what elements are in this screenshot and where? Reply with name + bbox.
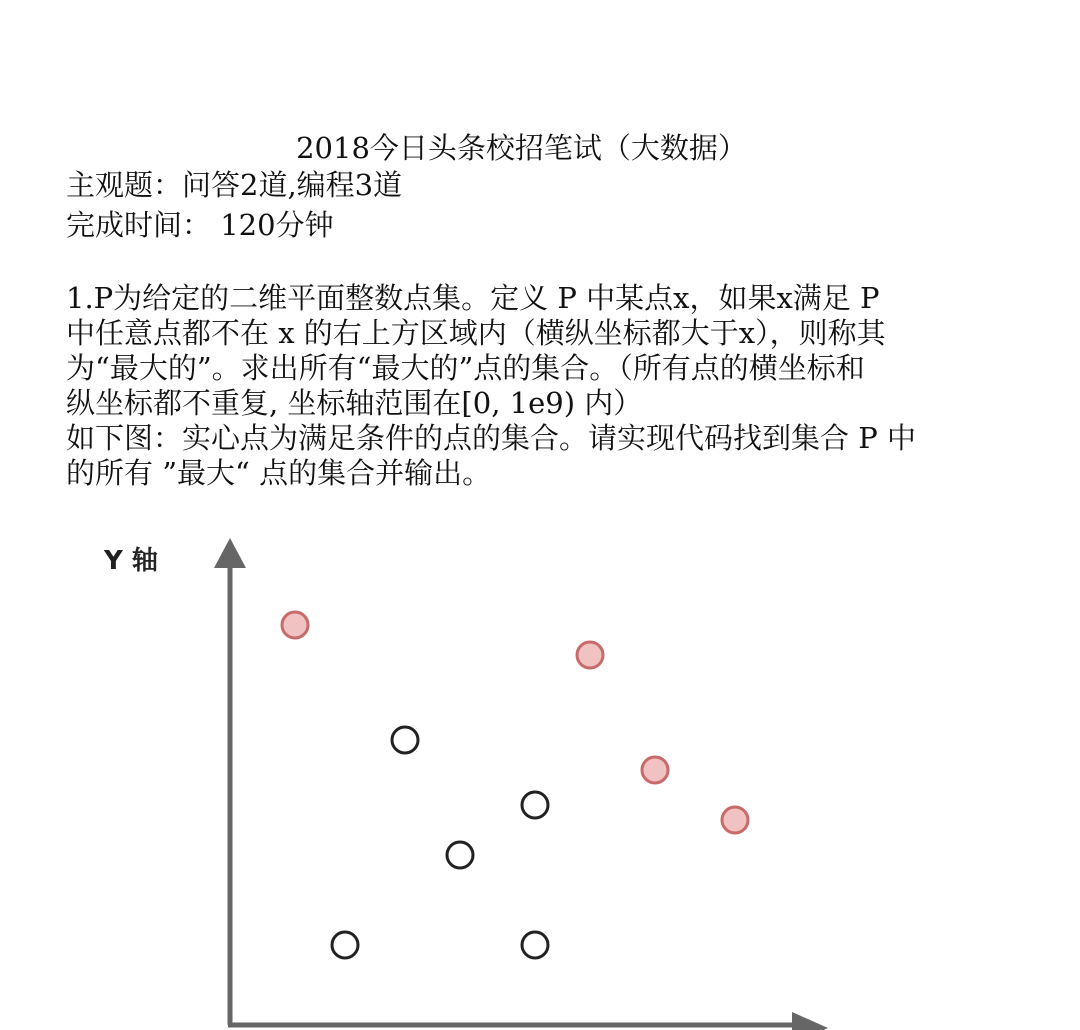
question-line: 为“最大的”。求出所有“最大的”点的集合。（所有点的横坐标和 [66,351,865,385]
maximal-point [722,807,748,833]
y-axis-arrowhead [214,538,246,568]
y-axis-label: Y 轴 [104,546,158,576]
point [522,932,548,958]
question-types: 主观题：问答2道,编程3道 [66,168,403,202]
question-line: 的所有 ”最大“ 点的集合并输出。 [66,456,492,490]
question-1 [66,281,1026,491]
x-axis-arrowhead [792,1012,828,1030]
page-title: 2018今日头条校招笔试（大数据） [296,131,747,165]
maximal-point [282,612,308,638]
point [332,932,358,958]
question-line: 如下图：实心点为满足条件的点的集合。请实现代码找到集合 P 中 [66,421,916,455]
question-line: 中任意点都不在 x 的右上方区域内（横纵坐标都大于x），则称其 [66,316,886,350]
maximal-point [577,642,603,668]
question-line: 纵坐标都不重复, 坐标轴范围在[0, 1e9) 内） [66,386,643,420]
time-limit: 完成时间： 120分钟 [66,208,334,242]
point [447,842,473,868]
point-set-figure [0,520,1080,1030]
question-line: 1.P为给定的二维平面整数点集。定义 P 中某点x，如果x满足 P [66,281,880,315]
point [392,727,418,753]
point-set-plot [0,520,1080,1030]
points-layer [282,612,748,958]
maximal-point [642,757,668,783]
point [522,792,548,818]
